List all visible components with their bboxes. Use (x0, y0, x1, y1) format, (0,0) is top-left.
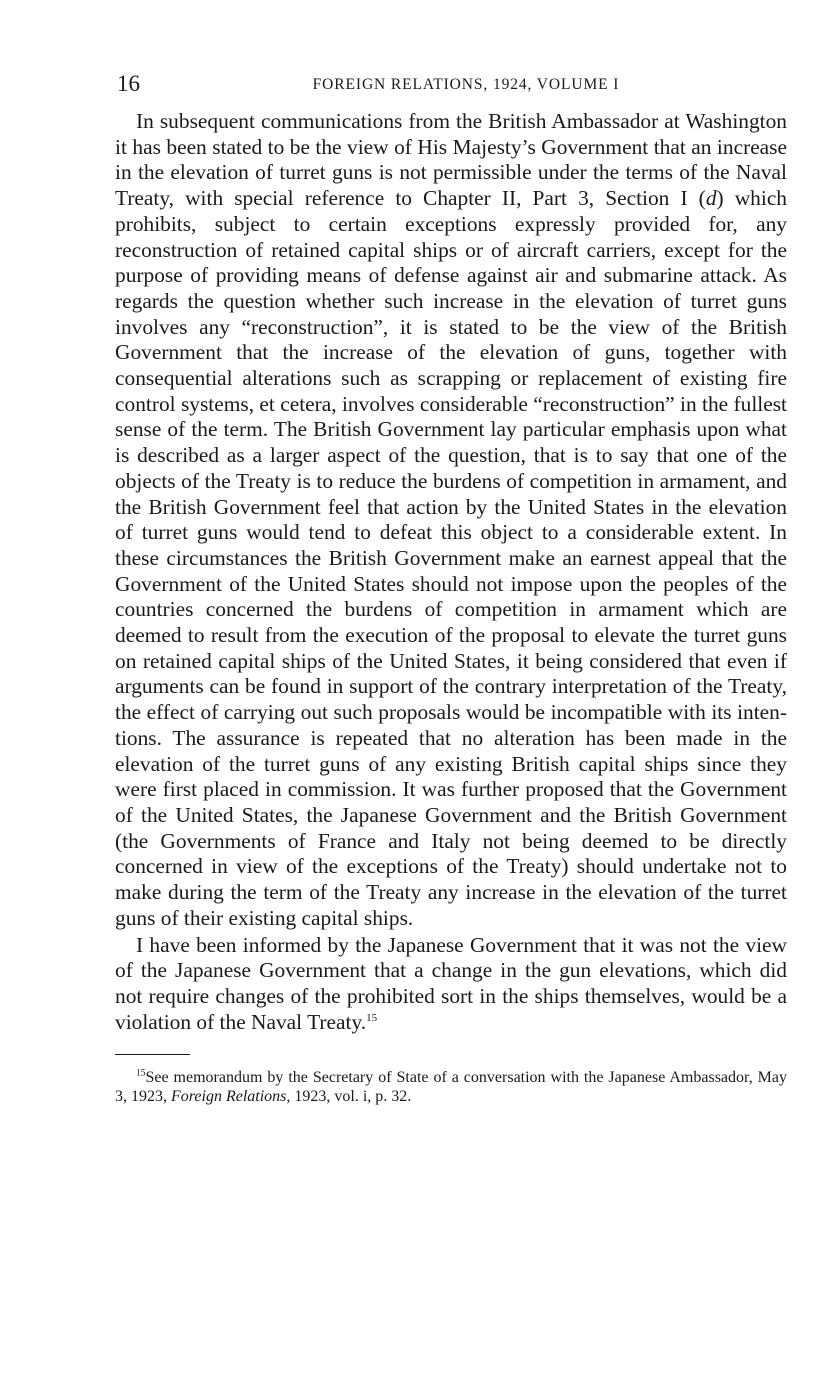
footnote-divider (115, 1054, 190, 1055)
footnote-text-after: , 1923, vol. i, p. 32. (286, 1087, 412, 1105)
footnote-reference[interactable]: 15 (366, 1011, 378, 1024)
document-page (115, 68, 787, 1106)
footnote-text-before: See memorandum by the Secretary of State of a conversation with the Japanese Ambassador, May 3, 1923, (115, 1069, 787, 1105)
section-letter: d (705, 186, 717, 211)
running-head: FOREIGN RELATIONS, 1924, VOLUME I (312, 76, 620, 93)
paragraph-british-position: In subsequent communications from the British Ambassador at Washington it has been stated to be the view of His Majesty’s Government that an increase in the elevation of turret guns is not permissible under the terms of the Naval Treaty, with special reference to Chapter II, Part 3, Section I (d) which prohibits, subject to certain exceptions expressly provided for, any reconstruction of retained capital ships or of aircraft carriers, except for the purpose of providing means of defense against air and submarine attack. As regards the question whether such increase in the elevation of turret guns involves any “reconstruction”, it is stated to be the view of the British Government that the increase of the elevation of guns, together with consequential alterations such as scrapping or replacement of existing fire control systems, et cetera, involves considerable “reconstruction” in the fullest sense of the term. The British Government lay particular emphasis upon what is described as a larger aspect of the question, that is to say that one of the objects of the Treaty is to reduce the burdens of competition in armament, and the British Government feel that action by the United States in the elevation of turret guns would tend to defeat this object to a considerable extent. In these circumstances the British Government make an earnest appeal that the Government of the United States should not impose upon the peoples of the countries concerned the burdens of competition in armament which are deemed to result from the execution of the proposal to elevate the turret guns on retained capital ships of the United States, it being considered that even if arguments can be found in support of the contrary interpretation of the Treaty, the effect of carrying out such proposals would be incompatible with its intentions. The assurance is repeated that no alteration has been made in the elevation of the turret guns of any existing British capital ships since they were first placed in commission. It was further proposed that the Government of the United States, the Japanese Government and the British Government (the Governments of France and Italy not being deemed to be directly concerned in view of the exceptions of the Treaty) should undertake not to make during the term of the Treaty any increase in the elevation of the turret guns of their existing capital ships. (115, 109, 788, 930)
paragraph-text: I have been informed by the Japanese Government that it was not the view of the Japanese Government that a change in the gun elevations, which did not require changes of the prohibited sort in the ships themselves, would be a violation of the Naval Treaty. (115, 932, 787, 1034)
body-text (115, 109, 787, 1035)
paragraph-japanese-position (115, 933, 787, 1036)
footnote (115, 1069, 787, 1106)
footnote-mark: 15 (136, 1068, 146, 1079)
page-number: 16 (117, 71, 140, 96)
footnote-publication-title: Foreign Relations (171, 1087, 287, 1105)
page-header (115, 68, 787, 100)
